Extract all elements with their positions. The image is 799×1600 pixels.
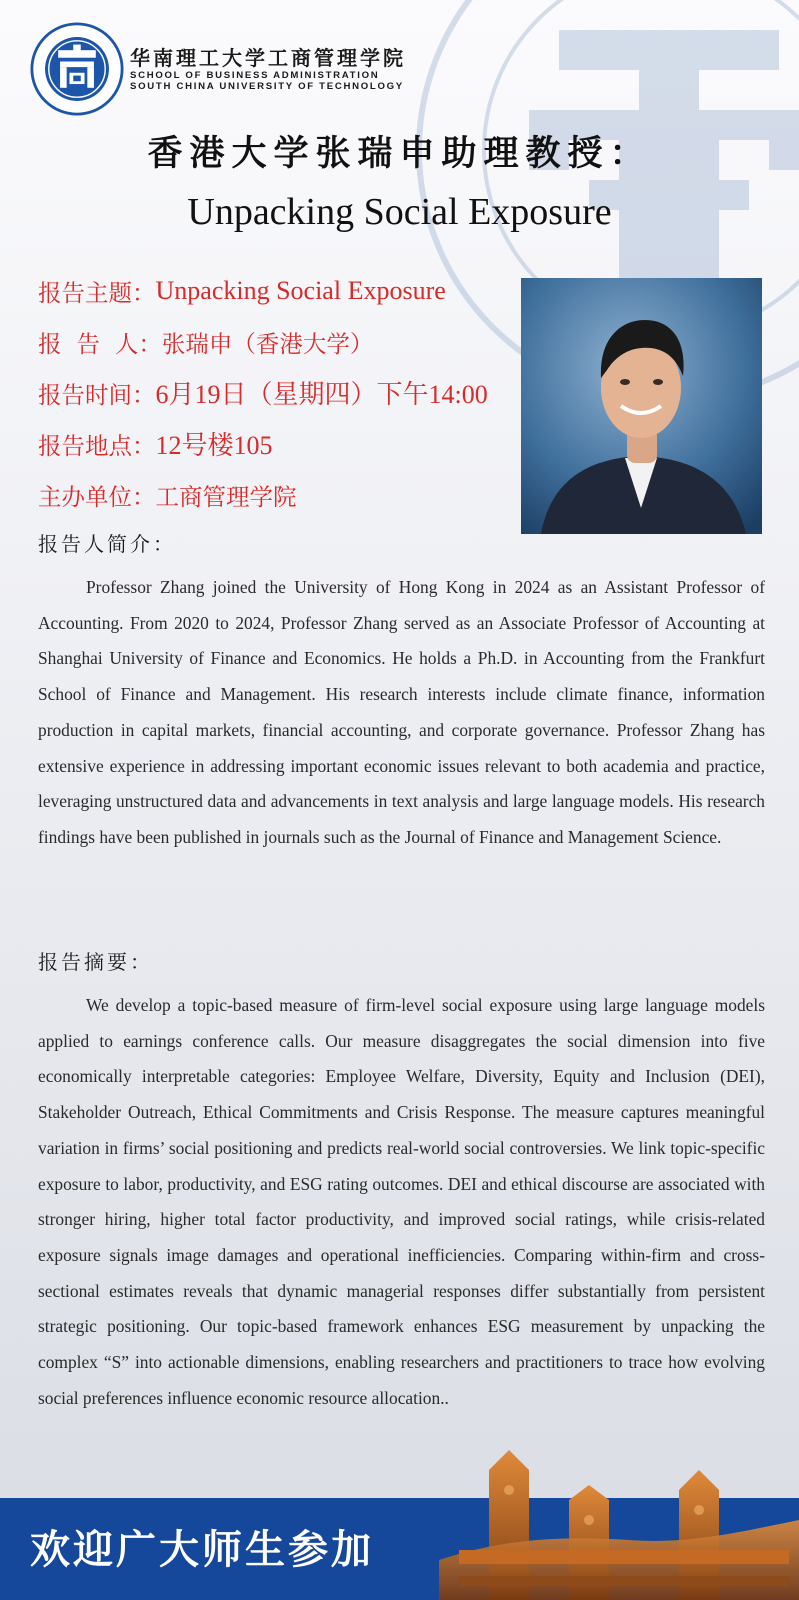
talk-info-list	[38, 265, 488, 520]
poster-title-en: Unpacking Social Exposure	[187, 191, 612, 233]
info-row-location	[38, 418, 488, 469]
info-value: 6月19日（星期四）下午14:00	[155, 380, 488, 409]
info-value: Unpacking Social Exposure	[155, 275, 446, 305]
info-label: 报告主题：	[38, 278, 156, 307]
abstract-heading: 报告摘要：	[38, 950, 153, 974]
info-label: 报 告 人：	[38, 329, 162, 358]
school-name-en-line2: SOUTH CHINA UNIVERSITY OF TECHNOLOGY	[130, 81, 404, 92]
abstract-paragraph: We develop a topic-based measure of firm-level social exposure using large language models applied to earnings conference calls. Our measure disaggregates the social dimension into five economically interpretable categories: Employee Welfare, Diversity, Equity and Inclusion (DEI), Stakeholder Outreach, Ethical Commitments and Crisis Response. The measure captures meaningful variation in firms’ social positioning and predicts real-world social controversies. We link topic-specific exposure to labor, productivity, and ESG rating outcomes. DEI and ethical discourse are associated with stronger hiring, higher total factor productivity, and improved social ratings, while crisis-related exposure signals image damages and operational inefficiencies. Comparing within-firm and cross-sectional estimates reveals that dynamic managerial responses differ substantially from persistent strategic positioning. Our topic-based framework enhances ESG measurement by unpacking the complex “S” into actionable dimensions, enabling researchers and practitioners to trace how evolving social preferences influence economic resource allocation..	[38, 995, 765, 1408]
welcome-text: 欢迎广大师生参加	[30, 1527, 374, 1573]
school-name-en-line1: SCHOOL OF BUSINESS ADMINISTRATION	[130, 69, 380, 81]
info-value: 工商管理学院	[155, 482, 297, 511]
bio-paragraph: Professor Zhang joined the University of Hong Kong in 2024 as an Assistant Professor of Accounting. From 2020 to 2024, Professor Zhang served as an Associate Professor of Accounting at Shanghai University of Finance and Economics. He holds a Ph.D. in Accounting from the Frankfurt School of Finance and Management. His research interests include climate finance, information production in capital markets, financial accounting, and corporate governance. Professor Zhang has extensive experience in addressing important economic issues relevant to both academia and practice, leveraging unstructured data and advancements in text analysis and large language models. His research findings have been published in journals such as the Journal of Finance and Management Science.	[38, 577, 765, 847]
poster-title-cn: 香港大学张瑞申助理教授：	[147, 133, 652, 174]
info-value: 张瑞申（香港大学）	[161, 329, 374, 358]
school-header	[30, 22, 406, 116]
info-label: 报告地点：	[38, 431, 156, 460]
info-row-time	[38, 367, 488, 418]
info-value: 12号楼105	[155, 431, 273, 460]
speaker-portrait	[521, 278, 762, 534]
info-label: 主办单位：	[38, 482, 156, 511]
info-row-topic	[38, 265, 488, 316]
info-label: 报告时间：	[38, 380, 156, 409]
bio-heading: 报告人简介：	[38, 532, 176, 556]
info-row-speaker	[38, 316, 488, 367]
school-name-cn: 华南理工大学工商管理学院	[130, 45, 406, 70]
info-row-host	[38, 469, 488, 520]
building-ornament	[419, 1430, 799, 1600]
university-seal-icon	[30, 22, 124, 116]
